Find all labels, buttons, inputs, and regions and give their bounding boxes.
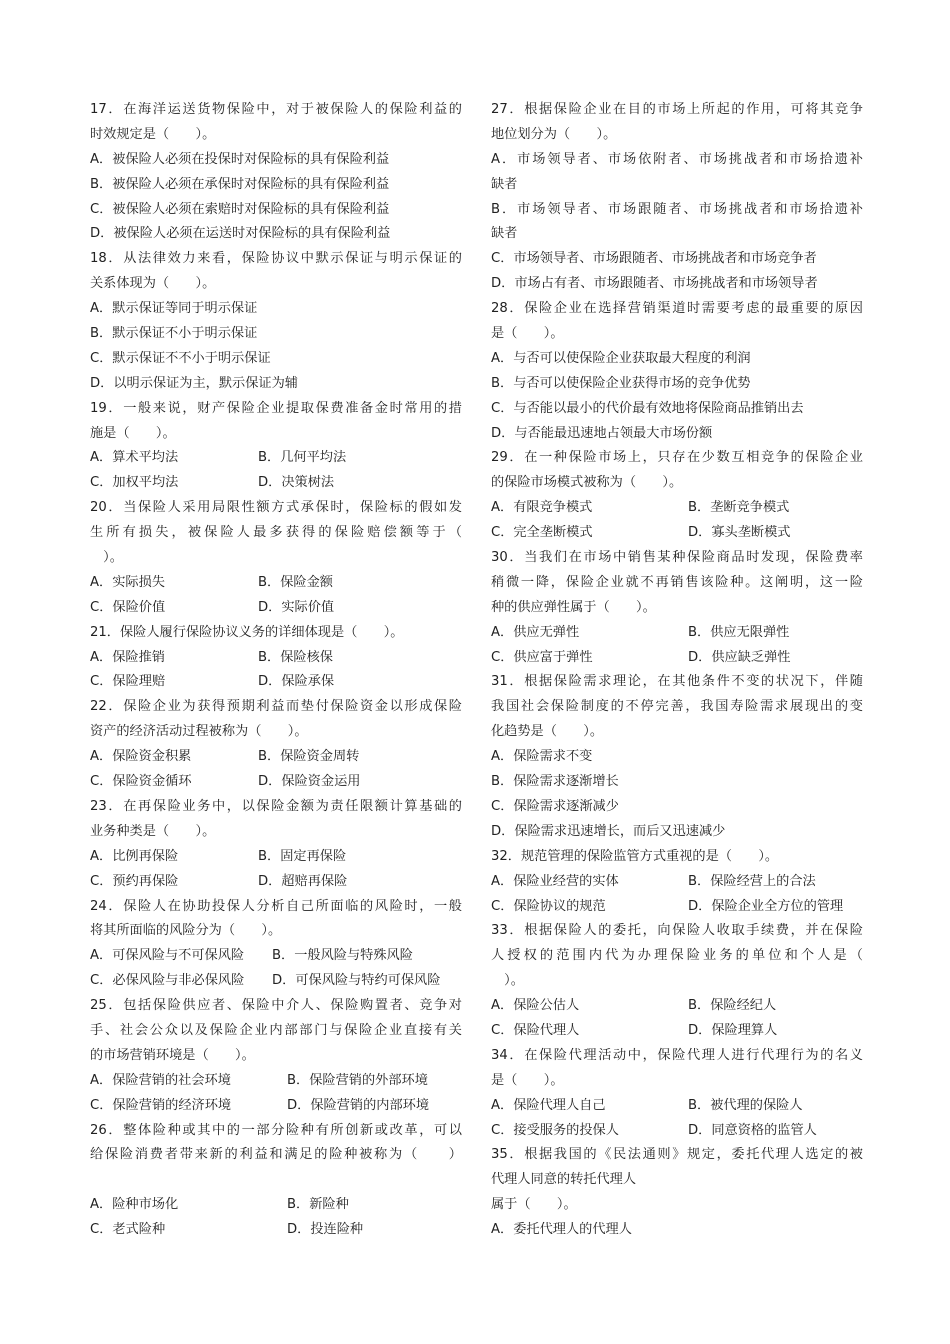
option-text: A．供应无弹性: [491, 624, 580, 640]
option-text: C．保险价值: [90, 599, 166, 615]
option-row: [491, 870, 863, 895]
option-row: [90, 745, 462, 770]
option-text: A．比例再保险: [90, 848, 179, 864]
option-text: C．保险代理人: [491, 1022, 580, 1038]
option-text: D．投连险种: [287, 1222, 364, 1238]
option-text: C．与否能以最小的代价最有效地将保险商品推销出去: [491, 400, 804, 416]
question-text-line: 手、社会公众以及保险企业内部部门与保险企业直接有关: [90, 1022, 462, 1038]
option-row: [491, 496, 863, 521]
option-text: B．保险经纪人: [688, 998, 777, 1014]
option-text: B．保险需求逐渐增长: [491, 774, 619, 790]
question-text-line: 地位划分为（ ）。: [491, 126, 617, 142]
option-row: [90, 1193, 462, 1218]
option-text: A．保险营销的社会环境: [90, 1072, 231, 1088]
option-text: D．与否能最迅速地占领最大市场份额: [491, 425, 713, 441]
option-row: [491, 895, 863, 920]
option-text: B．保险经营上的合法: [688, 873, 816, 889]
option-row: [90, 845, 462, 870]
right-column: [491, 98, 863, 1243]
option-text: D．寡头垄断模式: [688, 525, 791, 541]
question-text-line: 种的供应弹性属于（ ）。: [491, 599, 656, 615]
left-column: [90, 98, 462, 1243]
option-row: [90, 1218, 462, 1243]
option-text: C．加权平均法: [90, 475, 179, 491]
option-text: B．供应无限弹性: [688, 624, 790, 640]
question-text-line: 缺者: [491, 226, 518, 242]
option-text: C．老式险种: [90, 1222, 166, 1238]
option-text: A．可保风险与不可保风险: [90, 948, 245, 964]
question-text-line: 稍微一降，保险企业就不再销售该险种。这阐明，这一险: [491, 574, 863, 590]
option-text: B．一般风险与特殊风险: [272, 948, 413, 964]
option-text: A．被保险人必须在投保时对保险标的具有保险利益: [90, 151, 390, 167]
option-row: [491, 521, 863, 546]
option-text: B．被保险人必须在承保时对保险标的具有保险利益: [90, 176, 390, 192]
question-text-line: 25．包括保险供应者、保险中介人、保险购置者、竞争对: [90, 998, 462, 1014]
question-text-line: 缺者: [491, 176, 518, 192]
option-text: A．保险代理人自己: [491, 1097, 606, 1113]
question-text-line: 28．保险企业在选择营销渠道时需要考虑的最重要的原因: [491, 301, 863, 317]
option-text: B．几何平均法: [258, 450, 347, 466]
option-row: [491, 1094, 863, 1119]
option-text: C．必保风险与非必保风险: [90, 973, 245, 989]
option-text: B．被代理的保险人: [688, 1097, 803, 1113]
question-text-line: 代理人同意的转托代理人: [491, 1172, 637, 1188]
question-text-line: 21．保险人履行保险协议义务的详细体现是（ ）。: [90, 624, 404, 640]
option-text: D．实际价值: [258, 599, 335, 615]
option-text: B．保险核保: [258, 649, 333, 665]
question-text-line: 33．根据保险人的委托，向保险人收取手续费，并在保险: [491, 923, 863, 939]
option-text: C．保险营销的经济环境: [90, 1097, 232, 1113]
option-text: A．实际损失: [90, 574, 165, 590]
option-row: [90, 571, 462, 596]
question-text-line: 30．当我们在市场中销售某种保险商品时发现，保险费率: [491, 550, 863, 566]
question-text-line: 将其所面临的风险分为（ ）。: [90, 923, 282, 939]
option-text: D．以明示保证为主，默示保证为辅: [90, 375, 298, 391]
question-text-line: A．市场领导者、市场依附者、市场挑战者和市场拾遗补: [491, 151, 863, 167]
option-text: D．市场占有者、市场跟随者、市场挑战者和市场领导者: [491, 276, 818, 292]
question-text-line: 18．从法律效力来看，保险协议中默示保证与明示保证的: [90, 251, 462, 267]
option-text: A．委托代理人的代理人: [491, 1222, 632, 1238]
question-text-line: ）。: [491, 973, 524, 989]
option-text: A．险种市场化: [90, 1197, 179, 1213]
option-text: D．保险承保: [258, 674, 335, 690]
option-text: A．保险资金积累: [90, 749, 192, 765]
question-text-line: 24．保险人在协助投保人分析自己所面临的风险时，一般: [90, 898, 462, 914]
option-row: [90, 969, 462, 994]
question-text-line: 19．一般来说，财产保险企业提取保费准备金时常用的措: [90, 400, 462, 416]
option-text: B．固定再保险: [258, 848, 347, 864]
option-row: [491, 994, 863, 1019]
question-text-line: 23．在再保险业务中，以保险金额为责任限额计算基础的: [90, 798, 462, 814]
option-text: B．新险种: [287, 1197, 349, 1213]
question-text-line: 的保险市场模式被称为（ ）。: [491, 475, 683, 491]
option-row: [90, 1069, 462, 1094]
option-text: C．预约再保险: [90, 873, 179, 889]
option-text: D．可保风险与特约可保风险: [272, 973, 441, 989]
option-text: A．保险公估人: [491, 998, 580, 1014]
option-text: B．默示保证不小于明示保证: [90, 326, 258, 342]
question-text-line: 施是（ ）。: [90, 425, 176, 441]
question-text-line: 属于（ ）。: [491, 1197, 577, 1213]
question-text-line: 32．规范管理的保险监管方式重视的是（ ）。: [491, 848, 779, 864]
question-text-line: 22．保险企业为获得预期利益而垫付保险资金以形成保险: [90, 699, 462, 715]
question-text-line: B．市场领导者、市场跟随者、市场挑战者和市场拾遗补: [491, 201, 863, 217]
question-text-line: 29．在一种保险市场上，只存在少数互相竞争的保险企业: [491, 450, 863, 466]
option-row: [90, 670, 462, 695]
option-row: [491, 1019, 863, 1044]
option-text: C．保险理赔: [90, 674, 166, 690]
question-text-line: 时效规定是（ ）。: [90, 126, 216, 142]
option-text: A．算术平均法: [90, 450, 179, 466]
question-text-line: 26．整体险种或其中的一部分险种有所创新或改革，可以: [90, 1122, 462, 1138]
option-text: D．保险理算人: [688, 1022, 778, 1038]
option-row: [90, 646, 462, 671]
question-text-line: 20．当保险人采用局限性额方式承保时，保险标的假如发: [90, 500, 462, 516]
question-text-line: 资产的经济活动过程被称为（ ）。: [90, 724, 308, 740]
option-text: C．被保险人必须在索赔时对保险标的具有保险利益: [90, 201, 390, 217]
option-text: C．保险资金循环: [90, 774, 192, 790]
option-text: B．垄断竞争模式: [688, 500, 790, 516]
option-text: B．保险营销的外部环境: [287, 1072, 428, 1088]
question-text-line: 是（ ）。: [491, 326, 564, 342]
option-text: D．供应缺乏弹性: [688, 649, 791, 665]
option-text: B．与否可以使保险企业获得市场的竞争优势: [491, 375, 751, 391]
option-row: [491, 621, 863, 646]
option-text: A．保险需求不变: [491, 749, 593, 765]
question-text-line: 人授权的范围内代为办理保险业务的单位和个人是（: [491, 948, 863, 964]
option-row: [90, 1094, 462, 1119]
option-text: D．超赔再保险: [258, 873, 348, 889]
question-text-line: 关系体现为（ ）。: [90, 276, 216, 292]
option-text: C．保险需求逐渐减少: [491, 798, 619, 814]
question-text-line: 给保险消费者带来新的利益和满足的险种被称为（ ）: [90, 1147, 462, 1163]
option-text: A．与否可以使保险企业获取最大程度的利润: [491, 350, 751, 366]
question-text-line: 的市场营销环境是（ ）。: [90, 1047, 255, 1063]
option-text: D．保险需求迅速增长，而后又迅速减少: [491, 823, 726, 839]
option-row: [90, 770, 462, 795]
question-text-line: 34．在保险代理活动中，保险代理人进行代理行为的名义: [491, 1047, 863, 1063]
option-row: [90, 446, 462, 471]
option-text: A．保险业经营的实体: [491, 873, 619, 889]
option-text: C．供应富于弹性: [491, 649, 593, 665]
option-text: C．市场领导者、市场跟随者、市场挑战者和市场竞争者: [491, 251, 817, 267]
option-text: C．完全垄断模式: [491, 525, 593, 541]
option-text: A．保险推销: [90, 649, 165, 665]
question-text-line: 我国社会保险制度的不停完善，我国寿险需求展现出的变: [491, 699, 863, 715]
option-text: D．决策树法: [258, 475, 335, 491]
option-text: D．保险企业全方位的管理: [688, 898, 844, 914]
option-text: D．保险资金运用: [258, 774, 361, 790]
option-text: A．有限竞争模式: [491, 500, 593, 516]
blank-line: [90, 1168, 462, 1193]
option-row: [90, 596, 462, 621]
option-text: A．默示保证等同于明示保证: [90, 301, 258, 317]
option-text: C．保险协议的规范: [491, 898, 606, 914]
option-row: [491, 646, 863, 671]
question-text-line: ）。: [90, 550, 123, 566]
question-text-line: 35．根据我国的《民法通则》规定，委托代理人选定的被: [491, 1147, 863, 1163]
question-text-line: 业务种类是（ ）。: [90, 823, 216, 839]
option-row: [90, 870, 462, 895]
option-text: D．被保险人必须在运送时对保险标的具有保险利益: [90, 226, 391, 242]
question-text-line: 17．在海洋运送货物保险中，对于被保险人的保险利益的: [90, 102, 462, 117]
option-row: [90, 471, 462, 496]
question-text-line: 化趋势是（ ）。: [491, 724, 604, 740]
question-text-line: 31．根据保险需求理论，在其他条件不变的状况下，伴随: [491, 674, 863, 690]
option-text: B．保险资金周转: [258, 749, 360, 765]
option-text: B．保险金额: [258, 574, 333, 590]
question-text-line: 27．根据保险企业在目的市场上所起的作用，可将其竞争: [491, 102, 863, 117]
question-text-line: 生所有损失，被保险人最多获得的保险赔偿额等于（: [90, 525, 462, 541]
option-text: C．默示保证不不小于明示保证: [90, 350, 271, 366]
option-text: C．接受服务的投保人: [491, 1122, 619, 1138]
option-row: [90, 944, 462, 969]
option-row: [491, 1119, 863, 1144]
option-text: D．同意资格的监管人: [688, 1122, 817, 1138]
question-text-line: 是（ ）。: [491, 1072, 564, 1088]
option-text: D．保险营销的内部环境: [287, 1097, 430, 1113]
